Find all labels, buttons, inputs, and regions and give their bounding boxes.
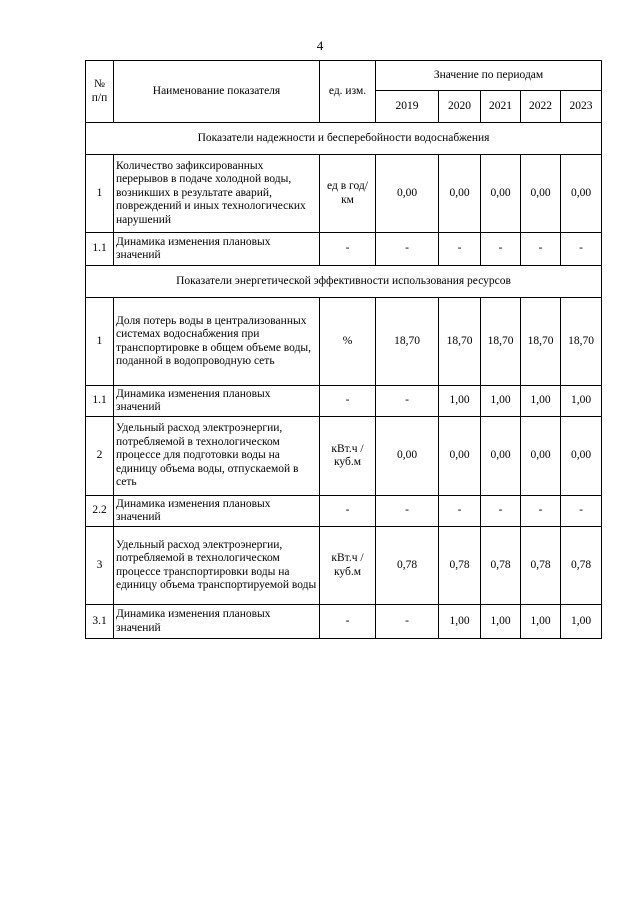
table-row [86, 386, 602, 417]
header-name: Наименование показателя [114, 61, 320, 123]
row-value: - [376, 605, 439, 639]
row-value: 1,00 [481, 605, 521, 639]
row-unit: кВт.ч / куб.м [320, 417, 376, 496]
row-value: 0,78 [481, 527, 521, 605]
row-value: - [561, 233, 602, 266]
table-row [86, 605, 602, 639]
row-num: 3.1 [86, 605, 114, 639]
row-value: - [439, 233, 481, 266]
row-name: Удельный расход электроэнергии, потребляемой в технологическом процессе транспортировки воды на единицу объема транспортируемой воды [114, 527, 320, 605]
row-value: - [561, 496, 602, 527]
row-name: Динамика изменения плановых значений [114, 386, 320, 417]
row-num: 1.1 [86, 386, 114, 417]
table-row [86, 155, 602, 233]
row-value: - [521, 496, 561, 527]
row-value: - [376, 386, 439, 417]
indicators-table [85, 60, 602, 639]
row-value: 1,00 [561, 605, 602, 639]
table-row [86, 233, 602, 266]
row-num: 1.1 [86, 233, 114, 266]
header-year: 2019 [376, 91, 439, 123]
row-value: - [481, 233, 521, 266]
header-year: 2020 [439, 91, 481, 123]
row-num: 1 [86, 298, 114, 386]
row-value: 0,78 [439, 527, 481, 605]
row-value: 18,70 [521, 298, 561, 386]
row-value: 1,00 [521, 605, 561, 639]
header-num: № п/п [86, 61, 114, 123]
row-unit: - [320, 233, 376, 266]
row-value: 0,00 [481, 417, 521, 496]
row-value: 0,00 [376, 417, 439, 496]
row-value: 1,00 [521, 386, 561, 417]
table-row [86, 417, 602, 496]
row-value: 18,70 [376, 298, 439, 386]
table-row [86, 496, 602, 527]
row-unit: - [320, 386, 376, 417]
row-value: - [481, 496, 521, 527]
row-unit: % [320, 298, 376, 386]
row-value: 0,00 [376, 155, 439, 233]
row-value: 0,78 [521, 527, 561, 605]
row-value: 18,70 [481, 298, 521, 386]
row-value: 0,00 [481, 155, 521, 233]
row-value: 0,78 [376, 527, 439, 605]
row-value: 1,00 [439, 605, 481, 639]
row-value: 0,00 [439, 417, 481, 496]
row-value: - [376, 233, 439, 266]
row-num: 3 [86, 527, 114, 605]
row-value: 0,00 [561, 417, 602, 496]
row-value: 1,00 [561, 386, 602, 417]
row-value: - [439, 496, 481, 527]
row-name: Доля потерь воды в централизованных системах водоснабжения при транспортировке в общем объеме воды, поданной в водопроводную сеть [114, 298, 320, 386]
section-title: Показатели надежности и бесперебойности водоснабжения [86, 123, 602, 155]
header-year: 2022 [521, 91, 561, 123]
table-row [86, 298, 602, 386]
row-value: 18,70 [561, 298, 602, 386]
header-periods: Значение по периодам [376, 61, 602, 91]
row-value: 0,00 [439, 155, 481, 233]
table-row [86, 527, 602, 605]
row-unit: - [320, 496, 376, 527]
row-value: 0,00 [561, 155, 602, 233]
row-name: Динамика изменения плановых значений [114, 233, 320, 266]
row-value: - [521, 233, 561, 266]
row-name: Удельный расход электроэнергии, потребляемой в технологическом процессе для подготовки воды на единицу объема воды, отпускаемой в сеть [114, 417, 320, 496]
row-value: 18,70 [439, 298, 481, 386]
page-number: 4 [316, 38, 324, 53]
row-value: 1,00 [439, 386, 481, 417]
header-unit: ед. изм. [320, 61, 376, 123]
row-value: 0,78 [561, 527, 602, 605]
header-year: 2023 [561, 91, 602, 123]
section-title: Показатели энергетической эффективности использования ресурсов [86, 266, 602, 298]
row-unit: ед в год/км [320, 155, 376, 233]
row-unit: - [320, 605, 376, 639]
row-unit: кВт.ч / куб.м [320, 527, 376, 605]
row-name: Количество зафиксированных перерывов в подаче холодной воды, возникших в результате аварий, повреждений и иных технологических нарушений [114, 155, 320, 233]
row-value: 0,00 [521, 417, 561, 496]
row-name: Динамика изменения плановых значений [114, 605, 320, 639]
row-value: 1,00 [481, 386, 521, 417]
row-value: - [376, 496, 439, 527]
header-year: 2021 [481, 91, 521, 123]
row-num: 2.2 [86, 496, 114, 527]
row-name: Динамика изменения плановых значений [114, 496, 320, 527]
row-value: 0,00 [521, 155, 561, 233]
row-num: 2 [86, 417, 114, 496]
row-num: 1 [86, 155, 114, 233]
